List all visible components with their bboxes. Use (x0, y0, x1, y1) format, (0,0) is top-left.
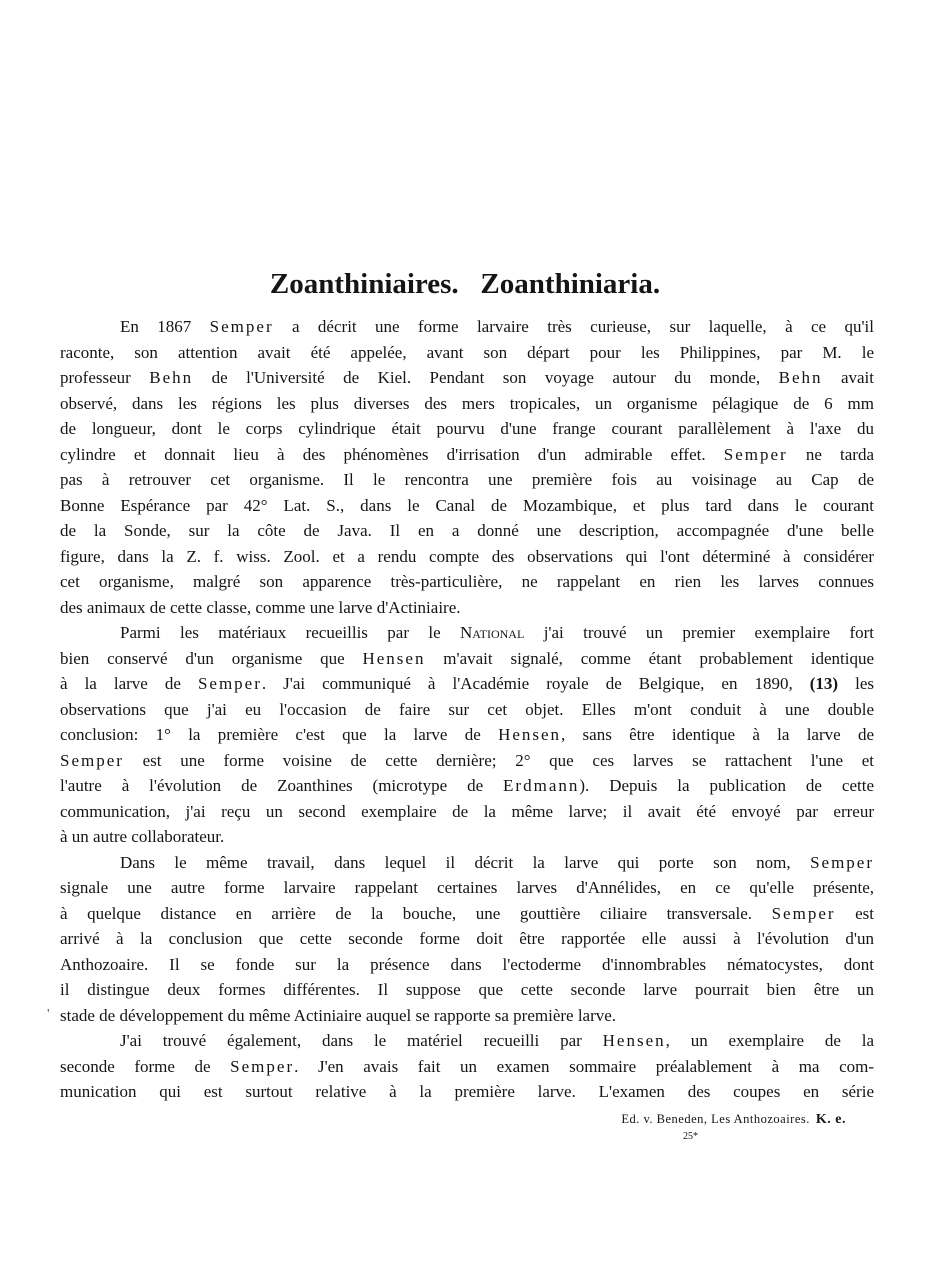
author-name: Behn (778, 368, 823, 387)
text-line: observé, dans les régions les plus diverses des mers tropicales, un organisme pélagique de 6 mm (60, 393, 874, 413)
text-line (60, 850, 874, 876)
ship-name: National (460, 623, 525, 642)
text-line (60, 620, 874, 646)
text-line (60, 1028, 874, 1054)
text-span: j'ai trouvé un premier exemplaire fort (524, 623, 874, 642)
text-line: raconte, son attention avait été appelée, avant son départ pour les Philippines, par M. le (60, 342, 874, 362)
text-line: stade de développement du même Actiniaire auquel se rapporte sa première larve. (60, 1005, 617, 1025)
text-span: de l'Université de Kiel. Pendant son voyage autour du monde, (193, 368, 779, 387)
text-span: , un exemplaire de la (665, 1031, 874, 1050)
text-line: de la Sonde, sur la côte de Java. Il en a donné une description, accompagnée d'une belle (60, 521, 874, 540)
text-span: , sans être identique à la larve de (561, 725, 874, 744)
text-line: munication qui est surtout relative à la première larve. L'examen des coupes en série (60, 1082, 874, 1101)
text-span: cylindre et donnait lieu à des phénomènes d'irrisation d'un admirable effet. (60, 444, 724, 464)
text-line (60, 1054, 874, 1080)
text-span: m'avait signalé, comme étant probablement identique (425, 648, 874, 668)
text-span: En 1867 (120, 317, 210, 336)
text-span: . J'ai communiqué à l'Académie royale de Belgique, en 1890, (261, 674, 810, 693)
stray-mark: ' (47, 1007, 50, 1022)
author-name: Hensen (602, 1031, 666, 1050)
author-name: Erdmann (503, 776, 580, 795)
author-name: Semper (771, 903, 836, 923)
text-span: J'ai trouvé également, dans le matériel recueilli par (120, 1031, 603, 1050)
text-line: Anthozoaire. Il se fonde sur la présence dans l'ectoderme d'innombrables nématocystes, dont (60, 954, 874, 974)
text-span: seconde forme de (60, 1056, 231, 1076)
text-line: communication, j'ai reçu un second exemplaire de la même larve; il avait été envoyé par erreur (60, 801, 874, 821)
text-span: l'autre à l'évolution de Zoanthines (microtype de (60, 776, 504, 795)
text-line (60, 365, 874, 391)
author-name: Behn (149, 368, 194, 387)
reference-number: (13) (809, 674, 839, 693)
text-span: est une forme voisine de cette dernière; 2° que ces larves se rattachent l'une et (123, 750, 874, 770)
text-line (60, 442, 874, 468)
text-span: Parmi les matériaux recueillis par le (120, 623, 461, 642)
author-name: Semper (197, 674, 262, 693)
footer-signature-mark: K. e. (815, 1112, 846, 1127)
text-line: des animaux de cette classe, comme une larve d'Actiniaire. (60, 597, 461, 617)
text-span: conclusion: 1° la première c'est que la larve de (60, 725, 499, 744)
text-line: cet organisme, malgré son apparence très-particulière, ne rappelant en rien les larves connues (60, 572, 874, 591)
author-name: Semper (230, 1056, 295, 1076)
body-text (60, 314, 874, 1105)
text-span: les (838, 674, 874, 693)
author-name: Semper (810, 852, 874, 872)
text-line: Bonne Espérance par 42° Lat. S., dans le Canal de Mozambique, et plus tard dans le courant (60, 495, 874, 515)
text-span: a décrit une forme larvaire très curieuse, sur laquelle, à ce qu'il (273, 317, 874, 336)
author-name: Semper (209, 317, 274, 336)
text-line: observations que j'ai eu l'occasion de faire sur cet objet. Elles m'ont conduit à une double (60, 699, 874, 719)
text-span: à la larve de (60, 674, 198, 693)
text-line (60, 646, 874, 672)
text-line: il distingue deux formes différentes. Il suppose que cette seconde larve pourrait bien être un (60, 980, 874, 999)
text-span: ne tarda (787, 444, 874, 464)
text-line: de longueur, dont le corps cylindrique était pourvu d'une frange courant parallèlement à l'axe du (60, 419, 874, 438)
text-span: Dans le même travail, dans lequel il décrit la larve qui porte son nom, (120, 852, 811, 872)
author-name: Semper (60, 750, 124, 770)
text-line (60, 314, 874, 340)
author-name: Hensen (498, 725, 562, 744)
author-name: Semper (723, 444, 788, 464)
text-line: figure, dans la Z. f. wiss. Zool. et a rendu compte des observations qui l'ont déterminé à considérer (60, 546, 874, 566)
text-line (60, 722, 874, 748)
text-line (60, 748, 874, 774)
footer-text: Ed. v. Beneden, Les Anthozoaires. (621, 1112, 810, 1126)
text-line: pas à retrouver cet organisme. Il le rencontra une première fois au voisinage au Cap de (60, 470, 874, 489)
signature-number: 25* (683, 1131, 698, 1142)
text-span: est (835, 903, 874, 923)
text-line (60, 773, 874, 799)
text-span: bien conservé d'un organisme que (60, 648, 363, 668)
text-span: à quelque distance en arrière de la bouche, une gouttière ciliaire transversale. (60, 903, 772, 923)
text-line: arrivé à la conclusion que cette seconde forme doit être rapportée elle aussi à l'évolution d'un (60, 929, 874, 948)
author-name: Hensen (362, 648, 426, 668)
text-span: avait (822, 368, 874, 387)
text-span: . J'en avais fait un examen sommaire préalablement à ma com- (294, 1056, 874, 1076)
text-line (60, 671, 874, 697)
text-line: à un autre collaborateur. (60, 827, 225, 846)
page-title: Zoanthiniaires. Zoanthiniaria. (269, 268, 661, 300)
text-line (60, 901, 874, 927)
page-footer (0, 1112, 846, 1128)
text-span: professeur (60, 368, 150, 387)
text-line: signale une autre forme larvaire rappelant certaines larves d'Annélides, en ce qu'elle présente, (60, 878, 874, 897)
text-span: ). Depuis la publication de cette (579, 776, 874, 795)
